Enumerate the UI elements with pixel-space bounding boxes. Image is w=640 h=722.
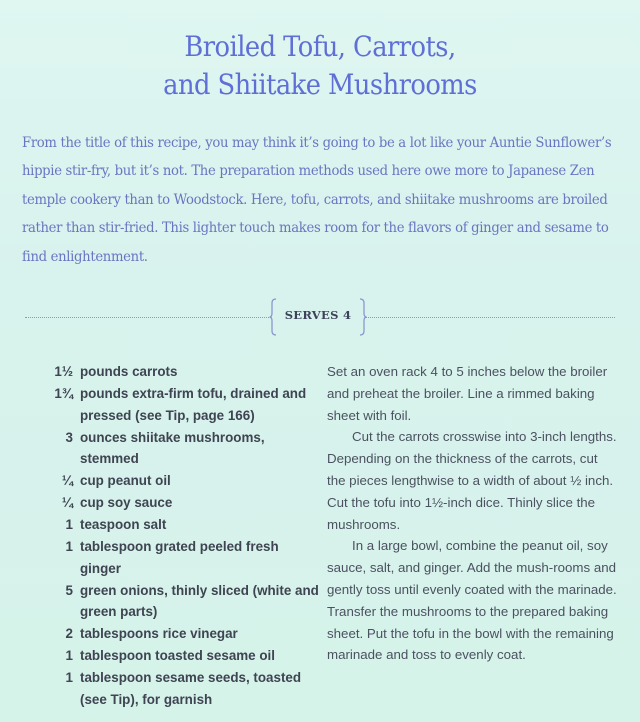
ingredient-quantity: ¼ bbox=[61, 495, 73, 510]
ingredient-quantity: 2 bbox=[65, 626, 73, 641]
ingredient-text: cup soy sauce bbox=[80, 495, 173, 510]
ingredient-item bbox=[40, 470, 320, 492]
ingredient-text: ounces shiitake mushrooms, stemmed bbox=[80, 429, 265, 466]
ingredient-quantity: 3 bbox=[65, 429, 73, 445]
ingredient-text: teaspoon salt bbox=[80, 517, 167, 532]
dotted-rule-left bbox=[25, 317, 271, 318]
ingredient-item bbox=[40, 623, 320, 645]
ingredient-text: cup peanut oil bbox=[80, 473, 171, 488]
ingredient-quantity: 1 bbox=[65, 517, 73, 532]
direction-step: Cut the carrots crosswise into 3-inch lengths. Depending on the thickness of the carrots, cut the pieces lengthwise to a width of about ½ inch. Cut the tofu into 1½-inch dice. Thinly slice the mushrooms. bbox=[327, 429, 617, 532]
directions bbox=[327, 361, 619, 666]
recipe-title-line-2: and Shiitake Mushrooms bbox=[163, 68, 477, 101]
ingredient-text: tablespoon grated peeled fresh ginger bbox=[80, 539, 279, 576]
ingredient-item bbox=[40, 667, 320, 710]
dotted-rule-right bbox=[365, 317, 615, 318]
ingredient-quantity: 5 bbox=[65, 582, 73, 598]
ingredient-quantity: 1 bbox=[65, 539, 73, 554]
ingredient-text: green onions, thinly sliced (white and green parts) bbox=[80, 582, 319, 619]
ingredient-item bbox=[40, 492, 320, 514]
recipe-title-line-1: Broiled Tofu, Carrots, bbox=[184, 30, 456, 63]
ingredient-item bbox=[40, 514, 320, 536]
recipe-title bbox=[26, 28, 615, 104]
left-brace-icon bbox=[269, 298, 277, 336]
ingredient-quantity: 1 bbox=[65, 648, 73, 663]
ingredient-text: tablespoon toasted sesame oil bbox=[80, 648, 275, 663]
serves-label: SERVES 4 bbox=[284, 308, 352, 322]
ingredient-item bbox=[40, 427, 320, 470]
ingredient-text: tablespoons rice vinegar bbox=[80, 626, 238, 641]
ingredient-item bbox=[40, 361, 320, 383]
ingredient-item bbox=[40, 580, 320, 623]
serves-divider bbox=[25, 296, 615, 340]
direction-step: In a large bowl, combine the peanut oil, soy sauce, salt, and ginger. Add the mush-rooms and gently toss until evenly coated with the marinade. Transfer the mushrooms to the prepared baking sheet. Put the tofu in the bowl with the remaining marinade and toss to evenly coat. bbox=[327, 538, 617, 663]
direction-step: Set an oven rack 4 to 5 inches below the broiler and preheat the broiler. Line a rimmed baking sheet with foil. bbox=[327, 364, 608, 423]
ingredient-item bbox=[40, 645, 320, 667]
ingredients-list bbox=[40, 361, 320, 711]
ingredient-quantity: 1½ bbox=[54, 364, 73, 379]
ingredient-item bbox=[40, 536, 320, 579]
ingredient-item bbox=[40, 383, 320, 426]
ingredient-text: pounds carrots bbox=[80, 364, 178, 379]
ingredient-quantity: 1 bbox=[65, 670, 73, 685]
ingredient-quantity: ¼ bbox=[61, 473, 73, 488]
recipe-intro: From the title of this recipe, you may think it’s going to be a lot like your Auntie Sunflower’s hippie stir-fry, but it’s not. The preparation methods used here owe more to Japanese Zen temple cookery than to Woodstock. Here, tofu, carrots, and shiitake mushrooms are broiled rather than stir-fried. This lighter touch makes room for the flavors of ginger and sesame to find enlightenment. bbox=[22, 135, 612, 265]
ingredient-quantity: 1¾ bbox=[54, 386, 73, 401]
ingredient-text: tablespoon sesame seeds, toasted (see Tip), for garnish bbox=[80, 670, 302, 707]
ingredient-text: pounds extra-firm tofu, drained and pressed (see Tip, page 166) bbox=[80, 386, 307, 423]
